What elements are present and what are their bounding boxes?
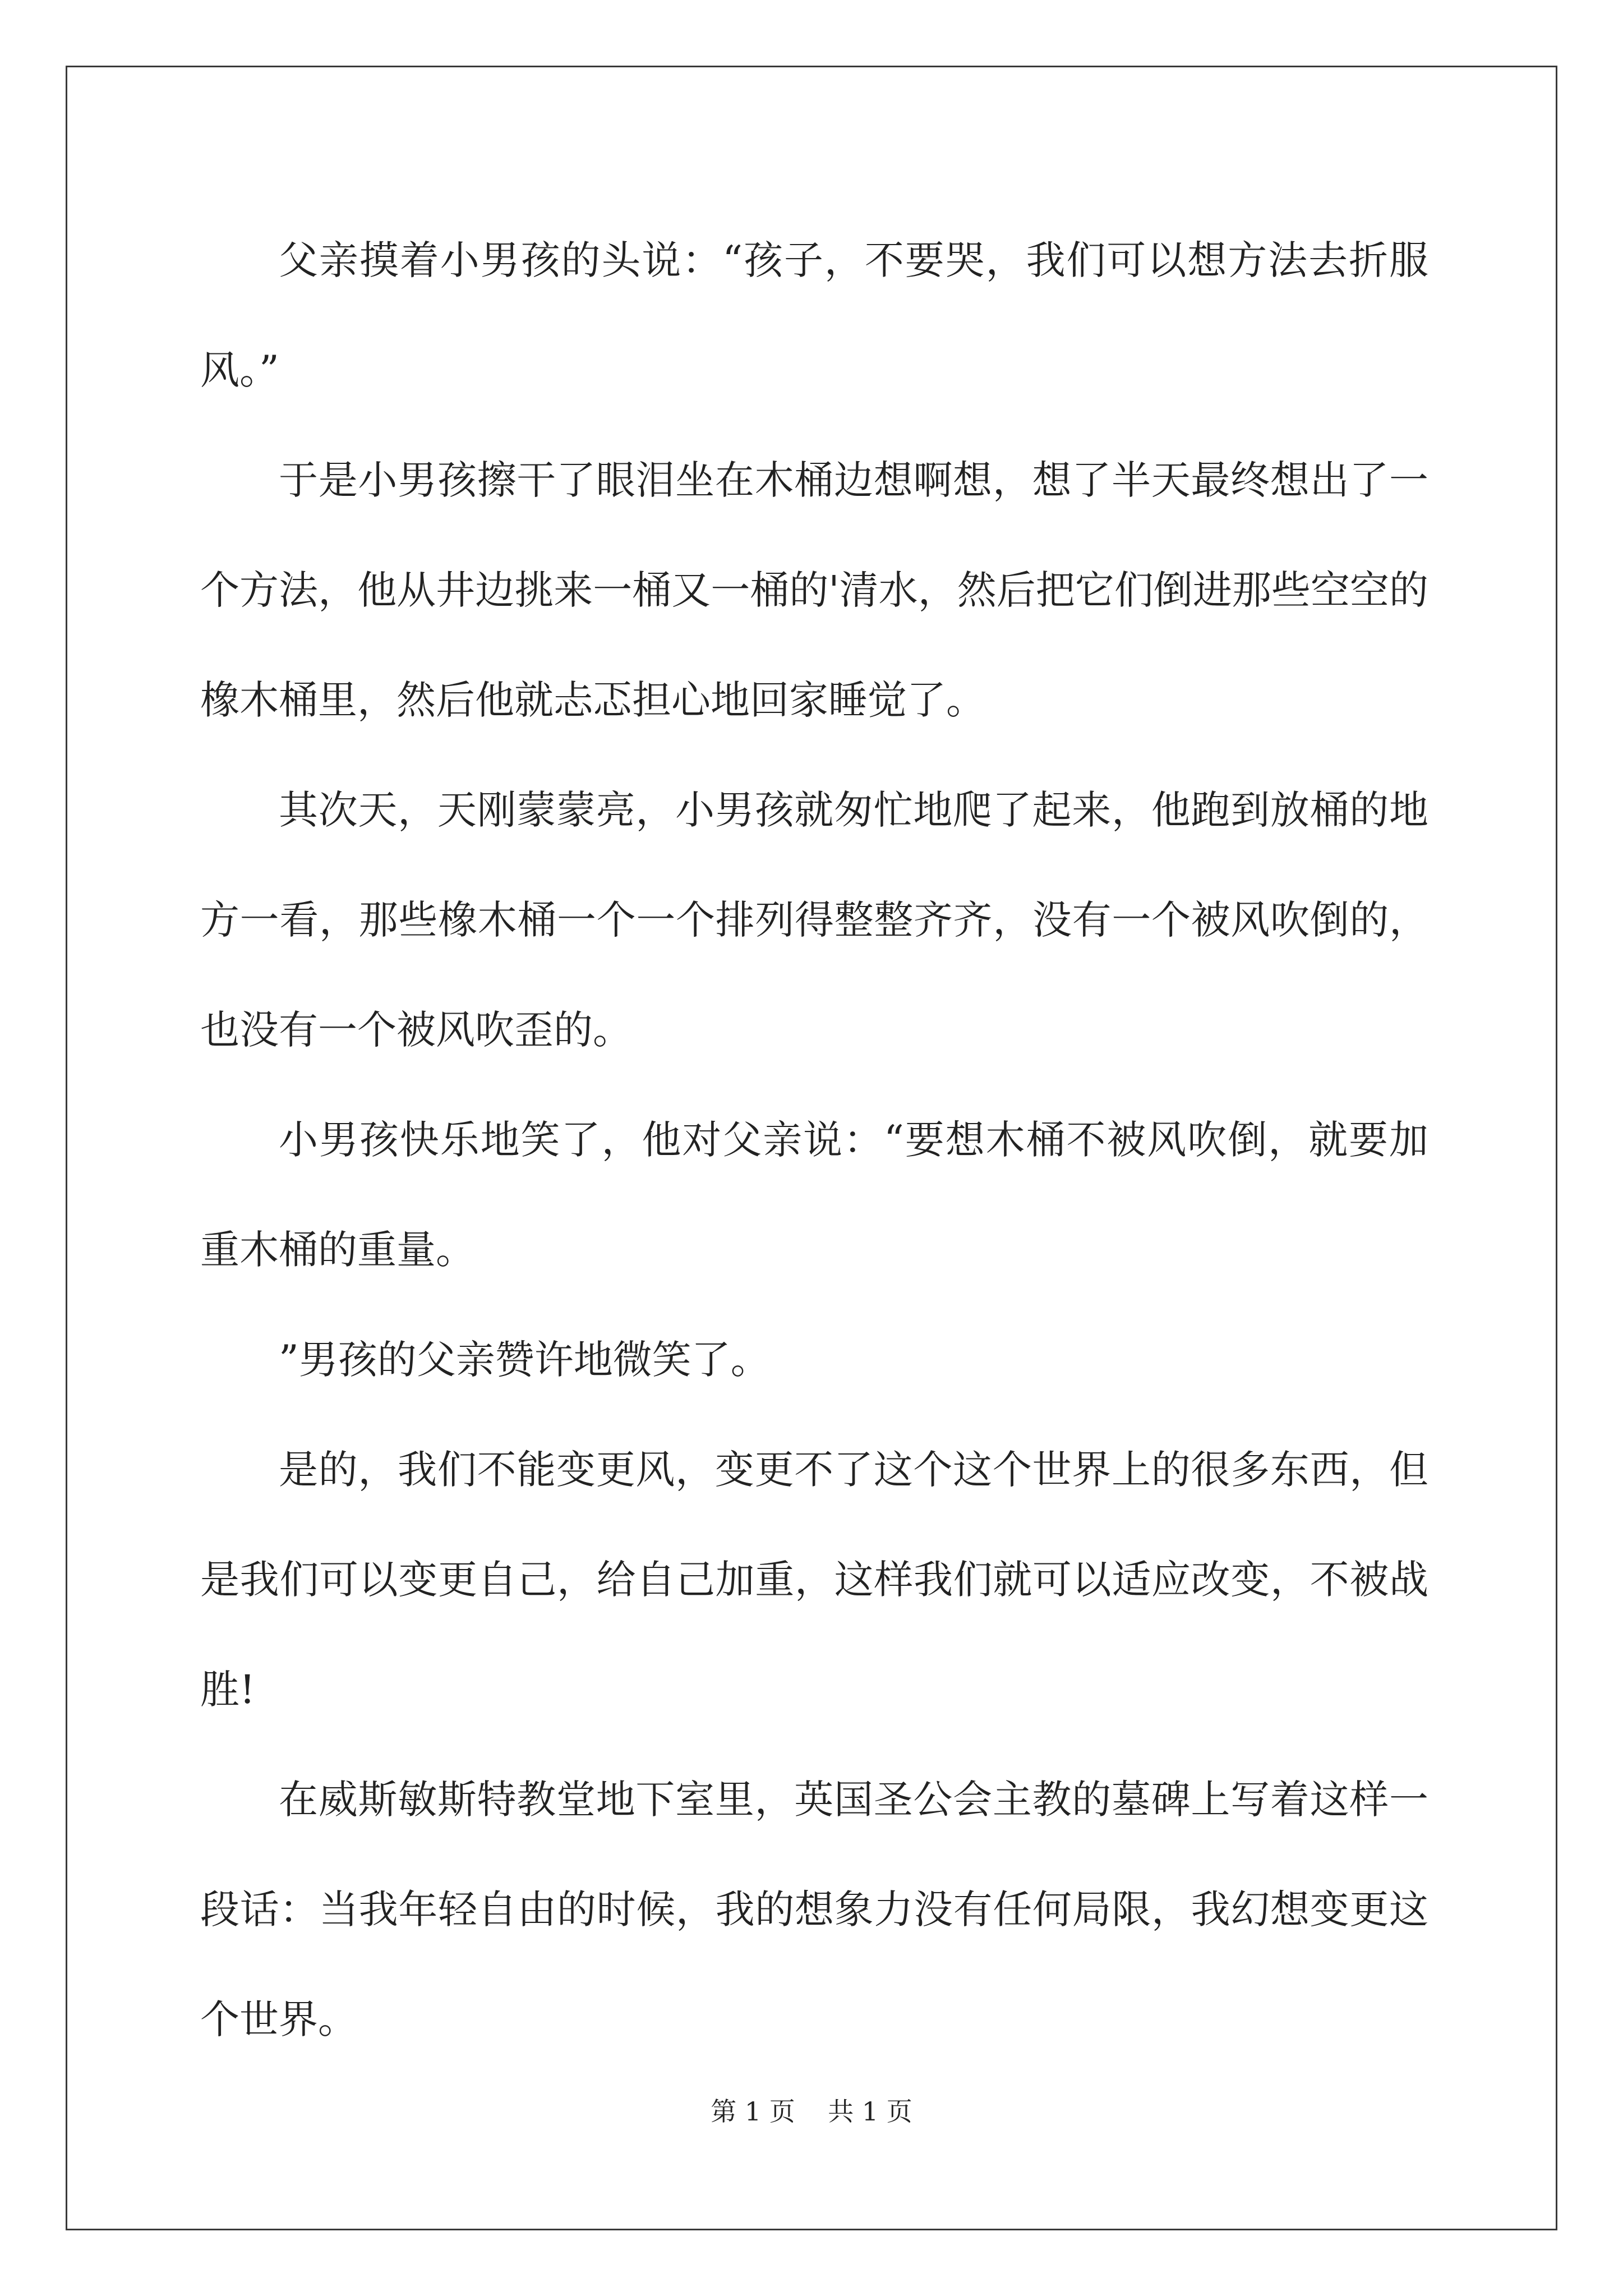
paragraph-7: 在威斯敏斯特教堂地下室里，英国圣公会主教的墓碑上写着这样一段话：当我年轻自由的时候，我的想象力没有任何局限，我幻想变更这个世界。 bbox=[200, 1777, 1428, 2042]
paragraph-5: ”男孩的父亲赞许地微笑了。 bbox=[279, 1337, 770, 1383]
document-body bbox=[200, 205, 1428, 2074]
paragraph-3: 其次天，天刚蒙蒙亮，小男孩就匆忙地爬了起来，他跑到放桶的地方一看，那些橡木桶一个一个排列得整整齐齐，没有一个被风吹倒的，也没有一个被风吹歪的。 bbox=[200, 787, 1428, 1053]
paragraph-6: 是的，我们不能变更风，变更不了这个这个世界上的很多东西，但是我们可以变更自己，给自己加重，这样我们就可以适应改变，不被战胜! bbox=[200, 1447, 1428, 1713]
page-number-footer: 第 1 页 共 1 页 bbox=[711, 2096, 912, 2127]
paragraph-1: 父亲摸着小男孩的头说：“孩子，不要哭，我们可以想方法去折服风。” bbox=[200, 237, 1428, 393]
paragraph-2: 于是小男孩擦干了眼泪坐在木桶边想啊想，想了半天最终想出了一个方法，他从井边挑来一桶又一桶的'清水，然后把它们倒进那些空空的橡木桶里，然后他就忐忑担心地回家睡觉了。 bbox=[200, 457, 1428, 723]
paragraph-4: 小男孩快乐地笑了，他对父亲说：“要想木桶不被风吹倒，就要加重木桶的重量。 bbox=[200, 1117, 1428, 1273]
